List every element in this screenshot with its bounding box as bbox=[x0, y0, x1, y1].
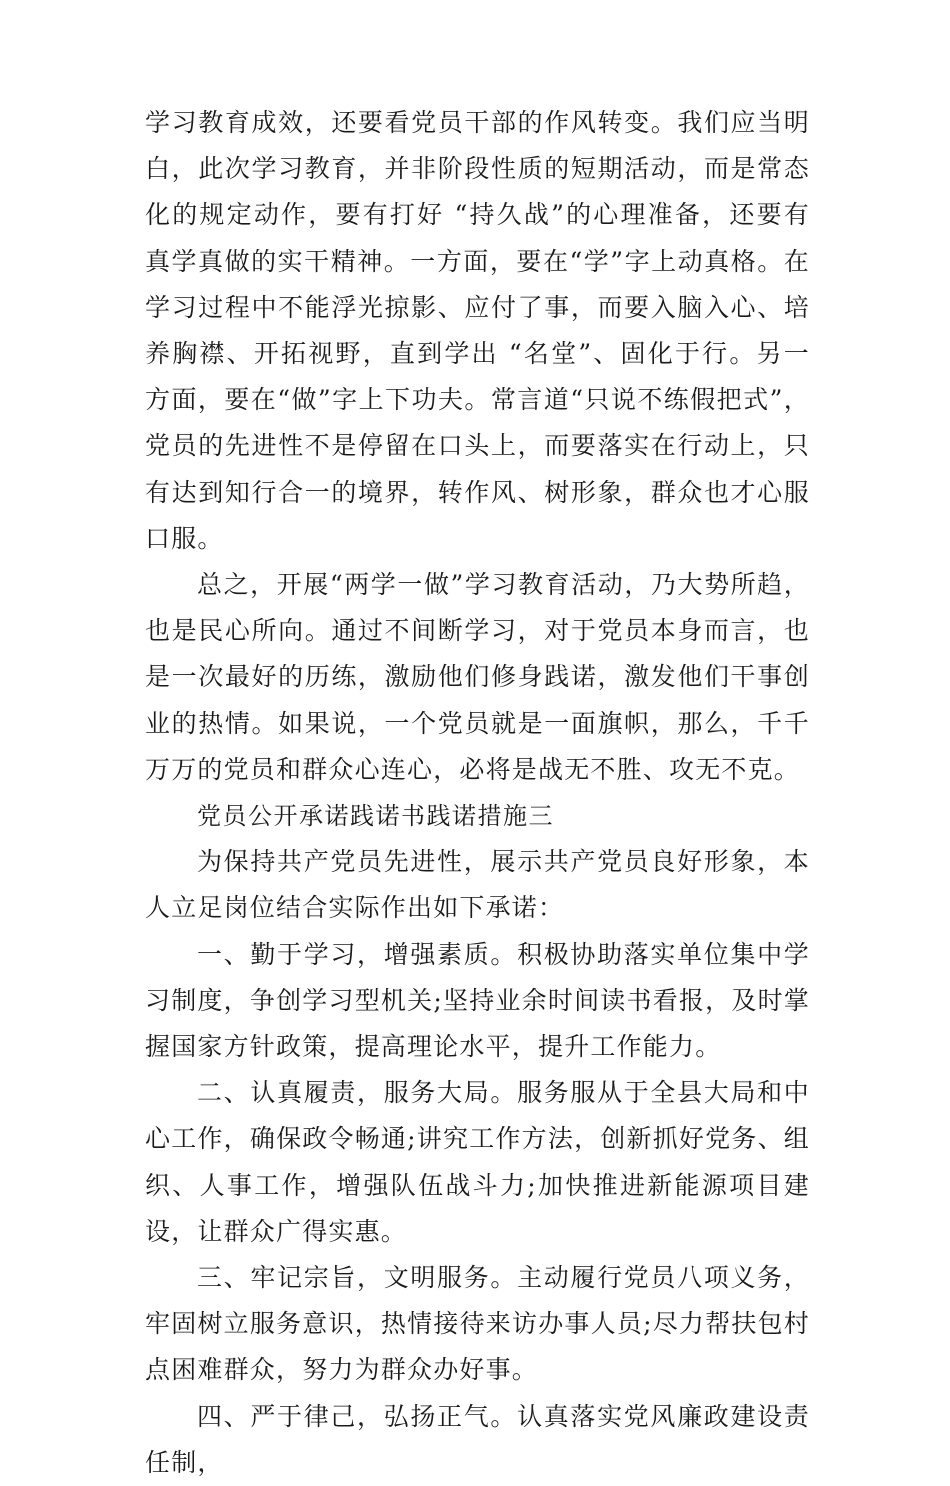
document-page bbox=[145, 100, 810, 1486]
paragraph-commitment-4: 四、严于律己，弘扬正气。认真落实党风廉政建设责任制， bbox=[145, 1401, 810, 1477]
paragraph-conclusion: 总之，开展“两学一做”学习教育活动，乃大势所趋，也是民心所向。通过不间断学习，对于党员本身而言，也是一次最好的历练，激励他们修身践诺，激发他们干事创业的热情。如果说，一个党员就是一面旗帜，那么，千千万万的党员和群众心连心，必将是战无不胜、攻无不克。 bbox=[145, 570, 810, 784]
paragraph-commitment-1: 一、勤于学习，增强素质。积极协助落实单位集中学习制度，争创学习型机关;坚持业余时间读书看报，及时掌握国家方针政策，提高理论水平，提升工作能力。 bbox=[145, 939, 810, 1062]
paragraph-commitment-2: 二、认真履责，服务大局。服务服从于全县大局和中心工作，确保政令畅通;讲究工作方法，创新抓好党务、组织、人事工作，增强队伍战斗力;加快推进新能源项目建设，让群众广得实惠。 bbox=[145, 1078, 810, 1246]
paragraph-commitment-3: 三、牢记宗旨，文明服务。主动履行党员八项义务，牢固树立服务意识，热情接待来访办事人员;尽力帮扶包村点困难群众，努力为群众办好事。 bbox=[145, 1263, 810, 1385]
paragraph-commitment-intro: 为保持共产党员先进性，展示共产党员良好形象，本人立足岗位结合实际作出如下承诺： bbox=[145, 847, 810, 923]
paragraph-style-change: 学习教育成效，还要看党员干部的作风转变。我们应当明白，此次学习教育，并非阶段性质的短期活动，而是常态化的规定动作，要有打好 “持久战”的心理准备，还要有真学真做的实干精神。一方面，要在“学”字上动真格。在学习过程中不能浮光掠影、应付了事，而要入脑入心、培养胸襟、开拓视野，直到学出 “名堂”、固化于行。另一方面，要在“做”字上下功夫。常言道“只说不练假把式”，党员的先进性不是停留在口头上，而要落实在行动上，只有达到知行合一的境界，转作风、树形象，群众也才心服口服。 bbox=[145, 108, 810, 553]
section-heading: 党员公开承诺践诺书践诺措施三 bbox=[197, 802, 554, 831]
